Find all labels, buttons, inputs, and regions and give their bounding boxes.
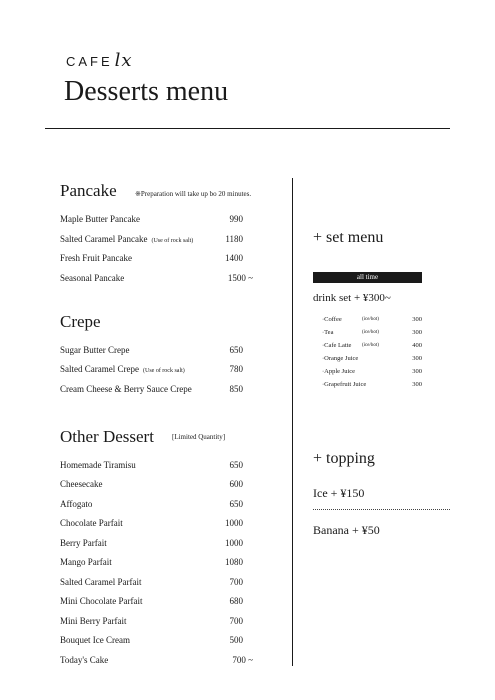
item-price: 850	[229, 384, 243, 394]
topping-divider	[313, 509, 450, 510]
cafe-brand-logo	[66, 50, 133, 71]
drink-item: ·Grapefruit Juice	[322, 381, 367, 388]
item-price: 650	[229, 345, 243, 355]
drink-note: (ice/hot)	[362, 330, 379, 335]
menu-item: Homemade Tiramisu	[60, 460, 136, 470]
menu-item: Chocolate Parfait	[60, 518, 123, 528]
drink-set-label: drink set + ¥300~	[313, 292, 391, 304]
item-price: 680	[229, 596, 243, 606]
item-price: 1500 ~	[227, 273, 253, 283]
item-price: 780	[229, 364, 243, 374]
drink-item: ·Cafe Latte	[322, 342, 352, 349]
menu-item	[60, 384, 192, 394]
item-price: 500	[229, 635, 243, 645]
item-price: 990	[229, 214, 243, 224]
drink-note: (ice/hot)	[362, 317, 379, 322]
drink-item: ·Coffee	[322, 316, 342, 323]
brand-prefix: CAFE	[66, 54, 113, 69]
page-title: Desserts menu	[64, 76, 229, 107]
menu-item	[60, 253, 132, 263]
header-divider	[45, 128, 450, 129]
drink-item: ·Apple Juice	[322, 368, 356, 375]
item-price: 1000	[225, 518, 243, 528]
crepe-heading: Crepe	[60, 312, 101, 331]
all-time-bar: all time	[313, 272, 422, 283]
drink-price: 300	[412, 329, 422, 336]
drink-price: 300	[412, 316, 422, 323]
brand-script: lx	[114, 50, 133, 71]
item-price: 700 ~	[232, 655, 253, 665]
item-name: Maple Butter Pancake	[60, 214, 140, 224]
other-dessert-heading: Other Dessert	[60, 427, 154, 446]
item-price: 1000	[225, 538, 243, 548]
pancake-heading: Pancake	[60, 181, 117, 200]
item-price: 600	[229, 479, 243, 489]
menu-item: Cheesecake	[60, 479, 103, 489]
menu-item: Affogato	[60, 499, 93, 509]
item-price: 1080	[225, 557, 243, 567]
item-price: 700	[229, 577, 243, 587]
item-price: 700	[229, 616, 243, 626]
item-price: 1180	[225, 234, 243, 244]
topping-item: Ice + ¥150	[313, 486, 365, 500]
drink-price: 300	[412, 381, 422, 388]
item-name: Salted Caramel Crepe	[60, 364, 139, 374]
item-name: Cream Cheese & Berry Sauce Crepe	[60, 384, 192, 394]
pancake-note: ※Preparation will take up bo 20 minutes.	[135, 190, 252, 198]
drink-price: 400	[412, 342, 422, 349]
other-dessert-note: [Limited Quantity]	[172, 433, 226, 441]
item-price: 650	[229, 499, 243, 509]
menu-item: Bouquet Ice Cream	[60, 635, 130, 645]
menu-item	[60, 214, 140, 224]
drink-note: (ice/hot)	[362, 343, 379, 348]
menu-item: Mini Berry Parfait	[60, 616, 127, 626]
drink-price: 300	[412, 368, 422, 375]
item-note: (Use of rock salt)	[151, 238, 194, 244]
menu-item: Today's Cake	[60, 655, 109, 665]
drink-item: ·Tea	[322, 329, 334, 336]
item-name: Sugar Butter Crepe	[60, 345, 130, 355]
menu-item: Berry Parfait	[60, 538, 107, 548]
item-name: Fresh Fruit Pancake	[60, 253, 132, 263]
item-price: 1400	[225, 253, 243, 263]
menu-item: Mini Chocolate Parfait	[60, 596, 143, 606]
menu-item	[60, 364, 185, 374]
menu-item: Mango Parfait	[60, 557, 112, 567]
item-price: 650	[229, 460, 243, 470]
menu-item	[60, 345, 129, 355]
menu-item	[60, 234, 193, 244]
drink-price: 300	[412, 355, 422, 362]
column-divider	[292, 178, 293, 666]
item-name: Seasonal Pancake	[60, 273, 125, 283]
item-note: (Use of rock salt)	[142, 368, 185, 374]
topping-item: Banana + ¥50	[313, 523, 380, 537]
menu-item: Salted Caramel Parfait	[60, 577, 142, 587]
drink-item: ·Orange Juice	[322, 355, 359, 362]
item-name: Salted Caramel Pancake	[60, 234, 148, 244]
set-menu-heading: + set menu	[313, 229, 384, 246]
topping-heading: + topping	[313, 450, 375, 467]
menu-item	[60, 273, 124, 283]
